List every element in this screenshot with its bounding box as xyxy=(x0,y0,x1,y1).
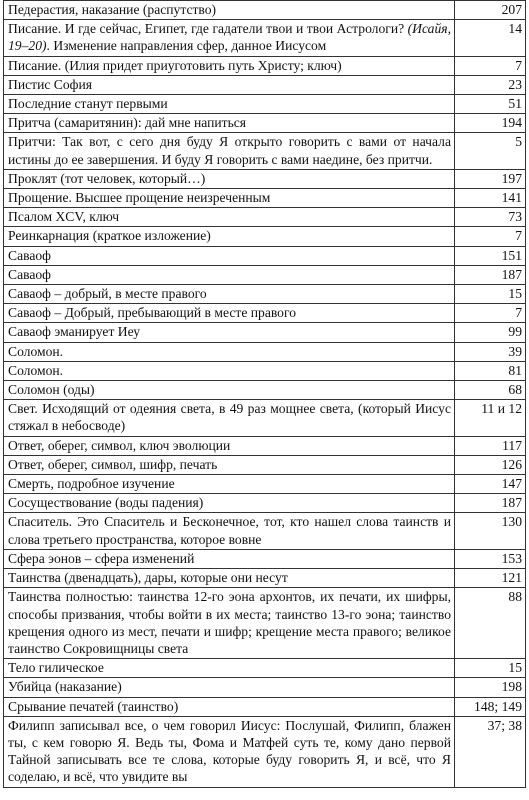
index-row xyxy=(4,208,526,227)
index-page-numbers: 207 xyxy=(455,1,526,20)
index-topic xyxy=(4,716,455,787)
index-row xyxy=(4,697,526,716)
index-row xyxy=(4,381,526,400)
index-row xyxy=(4,588,526,659)
index-page-numbers: 151 xyxy=(455,246,526,265)
topic-text: Сфера эонов – сфера изменений xyxy=(8,550,195,566)
topic-text: Писание. (Илия придет приуготовить путь Христу; ключ) xyxy=(8,57,342,73)
topic-text: Спаситель. Это Спаситель и Бесконечное, тот, кто нашел слова таинств и слова третьего пространства, которое вовне xyxy=(8,514,451,547)
topic-text: Сосуществование (воды падения) xyxy=(8,495,204,511)
index-topic xyxy=(4,513,455,549)
index-page-numbers: 141 xyxy=(455,189,526,208)
index-page-numbers: 147 xyxy=(455,475,526,494)
index-topic xyxy=(4,569,455,588)
index-topic xyxy=(4,381,455,400)
index-row xyxy=(4,436,526,455)
index-row xyxy=(4,169,526,188)
topic-text: Ответ, оберег, символ, шифр, печать xyxy=(8,456,218,472)
index-page-numbers: 14 xyxy=(455,20,526,56)
index-row xyxy=(4,678,526,697)
topic-text: Убийца (наказание) xyxy=(8,679,122,695)
index-row xyxy=(4,114,526,133)
index-row xyxy=(4,95,526,114)
topic-text-continued: . Изменение направления сфер, данное Иисусом xyxy=(46,38,327,54)
index-page-numbers: 39 xyxy=(455,342,526,361)
index-topic xyxy=(4,400,455,436)
index-row xyxy=(4,75,526,94)
topic-text: Писание. И где сейчас, Египет, где гадатели твои и твои Астрологи? xyxy=(8,21,408,37)
index-page-numbers: 37; 38 xyxy=(455,716,526,787)
index-topic xyxy=(4,56,455,75)
index-page-numbers: 198 xyxy=(455,678,526,697)
topic-text: Пистис София xyxy=(8,76,92,92)
topic-text: Смерть, подробное изучение xyxy=(8,476,175,492)
index-page-numbers: 7 xyxy=(455,304,526,323)
index-page-numbers: 5 xyxy=(455,133,526,169)
topic-text: Реинкарнация (краткое изложение) xyxy=(8,228,211,244)
topic-text: Тело гилическое xyxy=(8,660,104,676)
index-row xyxy=(4,56,526,75)
index-row xyxy=(4,133,526,169)
index-row xyxy=(4,323,526,342)
topic-text: Свет. Исходящий от одеяния света, в 49 раз мощнее света, (который Иисус стяжал в небосводе) xyxy=(8,401,451,434)
index-topic xyxy=(4,361,455,380)
index-page-numbers: 126 xyxy=(455,455,526,474)
topic-text: Саваоф xyxy=(8,247,51,263)
topic-text: Притча (самаритянин): дай мне напиться xyxy=(8,115,247,131)
index-row xyxy=(4,265,526,284)
topic-text: Соломон. xyxy=(8,362,64,378)
index-page-numbers: 153 xyxy=(455,549,526,568)
index-topic xyxy=(4,1,455,20)
index-topic xyxy=(4,133,455,169)
index-page-numbers: 7 xyxy=(455,56,526,75)
index-topic xyxy=(4,189,455,208)
index-row xyxy=(4,1,526,20)
topic-text: Соломон. xyxy=(8,343,64,359)
index-topic xyxy=(4,208,455,227)
index-row xyxy=(4,361,526,380)
topic-text: Ответ, оберег, символ, ключ эволюции xyxy=(8,437,231,453)
index-topic xyxy=(4,455,455,474)
index-topic xyxy=(4,285,455,304)
index-page-numbers: 81 xyxy=(455,361,526,380)
index-page-numbers: 117 xyxy=(455,436,526,455)
index-topic xyxy=(4,265,455,284)
index-page-numbers: 68 xyxy=(455,381,526,400)
topic-text: Соломон (оды) xyxy=(8,382,95,398)
index-row xyxy=(4,569,526,588)
scripture-reference: (Исайя, 19–20) xyxy=(8,21,451,54)
topic-text: Саваоф эманирует Иеу xyxy=(8,324,141,340)
index-body xyxy=(4,1,526,788)
index-topic xyxy=(4,227,455,246)
index-topic xyxy=(4,475,455,494)
index-page-numbers: 15 xyxy=(455,285,526,304)
index-row xyxy=(4,20,526,56)
index-row xyxy=(4,342,526,361)
index-page-numbers: 148; 149 xyxy=(455,697,526,716)
index-page-numbers: 88 xyxy=(455,588,526,659)
index-page-numbers: 51 xyxy=(455,95,526,114)
index-topic xyxy=(4,20,455,56)
topic-text: Последние станут первыми xyxy=(8,96,168,112)
index-row xyxy=(4,475,526,494)
topic-text: Саваоф – Добрый, пребывающий в месте правого xyxy=(8,305,297,321)
index-topic xyxy=(4,678,455,697)
index-row xyxy=(4,189,526,208)
index-row xyxy=(4,549,526,568)
index-page-numbers: 197 xyxy=(455,169,526,188)
index-page-numbers: 121 xyxy=(455,569,526,588)
index-row xyxy=(4,246,526,265)
index-page-numbers: 187 xyxy=(455,494,526,513)
index-topic xyxy=(4,494,455,513)
topic-text: Срывание печатей (таинство) xyxy=(8,698,179,714)
topic-text: Саваоф – добрый, в месте правого xyxy=(8,286,207,302)
index-topic xyxy=(4,588,455,659)
topic-text: Проклят (тот человек, который…) xyxy=(8,170,206,186)
index-row xyxy=(4,659,526,678)
index-row xyxy=(4,513,526,549)
index-topic xyxy=(4,323,455,342)
index-row xyxy=(4,716,526,787)
index-page-numbers: 187 xyxy=(455,265,526,284)
index-page-numbers: 7 xyxy=(455,227,526,246)
topic-text: Саваоф xyxy=(8,266,51,282)
topic-text: Притчи: Так вот, с сего дня буду Я открыто говорить с вами от начала истины до ее завершения. И буду Я говорить с вами наедине, без притчи. xyxy=(8,134,451,167)
subject-index-table xyxy=(3,0,526,788)
index-topic xyxy=(4,549,455,568)
index-page-numbers: 23 xyxy=(455,75,526,94)
index-topic xyxy=(4,659,455,678)
index-row xyxy=(4,455,526,474)
topic-text: Псалом XCV, ключ xyxy=(8,209,120,225)
index-page-numbers: 194 xyxy=(455,114,526,133)
index-page-numbers: 99 xyxy=(455,323,526,342)
index-page-numbers: 130 xyxy=(455,513,526,549)
index-row xyxy=(4,285,526,304)
index-page-numbers: 11 и 12 xyxy=(455,400,526,436)
index-topic xyxy=(4,169,455,188)
index-topic xyxy=(4,75,455,94)
index-topic xyxy=(4,697,455,716)
index-row xyxy=(4,304,526,323)
index-topic xyxy=(4,246,455,265)
topic-text: Педерастия, наказание (распутство) xyxy=(8,2,217,17)
topic-text: Таинства (двенадцать), дары, которые они несут xyxy=(8,570,288,586)
index-row xyxy=(4,494,526,513)
index-topic xyxy=(4,114,455,133)
index-page-numbers: 15 xyxy=(455,659,526,678)
index-row xyxy=(4,227,526,246)
index-topic xyxy=(4,95,455,114)
index-topic xyxy=(4,436,455,455)
topic-text: Прощение. Высшее прощение неизреченным xyxy=(8,190,271,206)
index-page-numbers: 73 xyxy=(455,208,526,227)
index-topic xyxy=(4,342,455,361)
topic-text: Филипп записывал все, о чем говорил Иисус: Послушай, Филипп, блажен ты, с кем говорю Я. Ведь ты, Фома и Матфей суть те, кому дано первой Тайной записывать все те слова, которые буду говорить Я, и всё, что Я соделаю, и всё, что увидите вы xyxy=(8,717,451,785)
index-row xyxy=(4,400,526,436)
index-topic xyxy=(4,304,455,323)
topic-text: Таинства полностью: таинства 12-го эона архонтов, их печати, их шифры, способы призвания, чтобы войти в их места; таинство 13-го эона; таинство крещения одного из мест, печати и шифр; крещение места правого; великое таинство Сокровищницы света xyxy=(8,589,451,656)
